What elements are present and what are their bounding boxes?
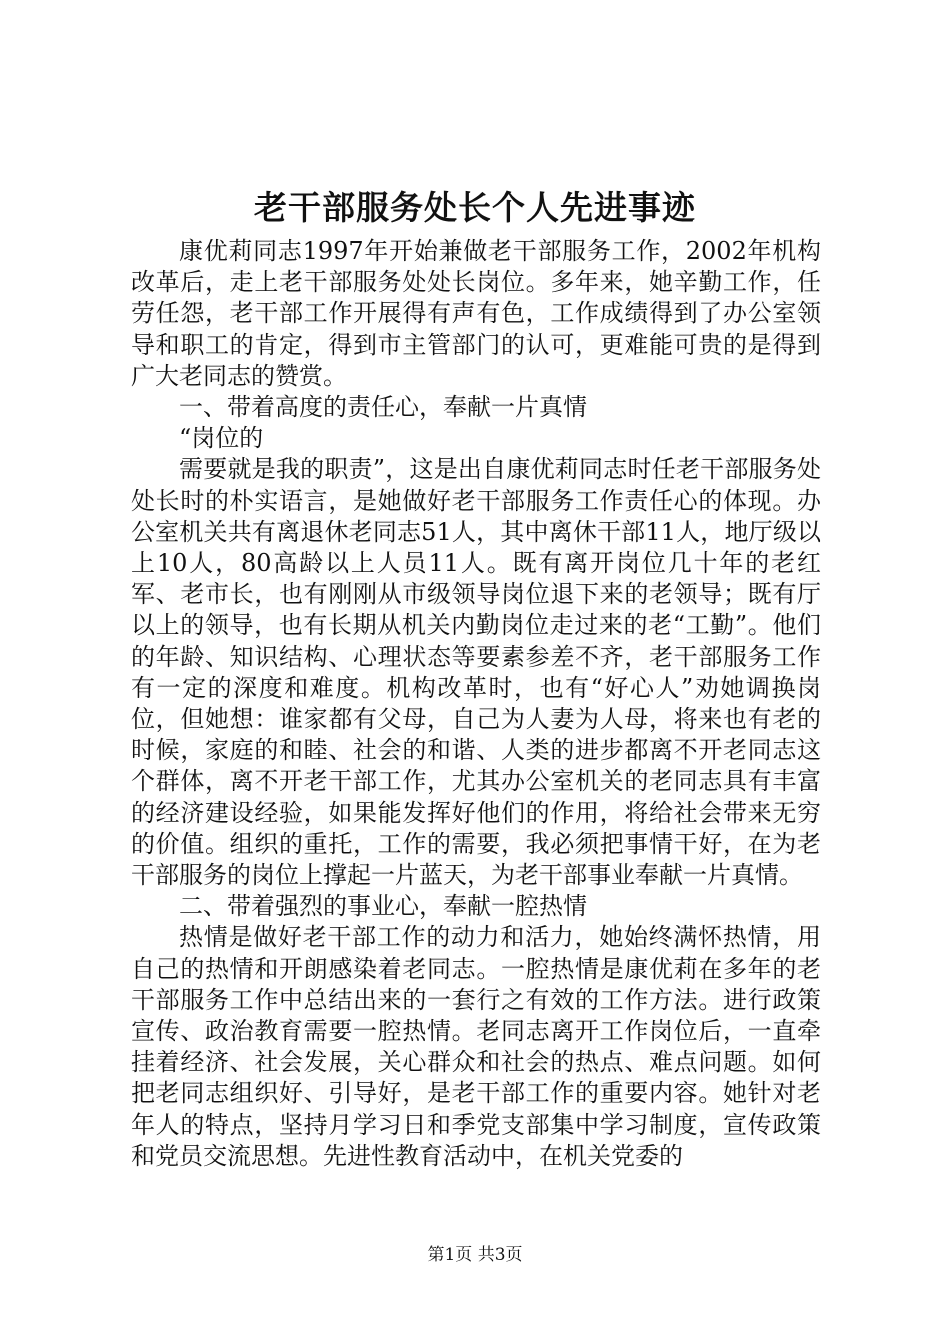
paragraph-responsibility: 需要就是我的职责”，这是出自康优莉同志时任老干部服务处处长时的朴实语言，是她做好老干部服务工作责任心的体现。办公室机关共有离退休老同志51人，其中离休干部11人，地厅级以上10人，80高龄以上人员11人。既有离开岗位几十年的老红军、老市长，也有刚刚从市级领导岗位退下来的老领导；既有厅以上的领导，也有长期从机关内勤岗位走过来的老“工勤”。他们的年龄、知识结构、心理状态等要素参差不齐，老干部服务工作有一定的深度和难度。机构改革时，也有“好心人”劝她调换岗位，但她想：谁家都有父母，自己为人妻为人母，将来也有老的时候，家庭的和睦、社会的和谐、人类的进步都离不开老同志这个群体，离不开老干部工作，尤其办公室机关的老同志具有丰富的经济建设经验，如果能发挥好他们的作用，将给社会带来无穷的价值。组织的重托，工作的需要，我必须把事情干好，在为老干部服务的岗位上撑起一片蓝天，为老干部事业奉献一片真情。 [131,455,821,890]
paragraph-enthusiasm: 热情是做好老干部工作的动力和活力，她始终满怀热情，用自己的热情和开朗感染着老同志。一腔热情是康优莉在多年的老干部服务工作中总结出来的一套行之有效的工作方法。进行政策宣传、政治教育需要一腔热情。老同志离开工作岗位后，一直牵挂着经济、社会发展，关心群众和社会的热点、难点问题。如何把老同志组织好、引导好，是老干部工作的重要内容。她针对老年人的特点，坚持月学习日和季党支部集中学习制度，宣传政策和党员交流思想。先进性教育活动中，在机关党委的 [131,923,821,1170]
page-number-footer: 第1页 共3页 [427,1245,523,1265]
paragraph-intro: 康优莉同志1997年开始兼做老干部服务工作，2002年机构改革后，走上老干部服务处处长岗位。多年来，她辛勤工作，任劳任怨，老干部工作开展得有声有色，工作成绩得到了办公室领导和职工的肯定，得到市主管部门的认可，更难能可贵的是得到广大老同志的赞赏。 [131,237,821,390]
paragraph-quote-start: “岗位的 [179,424,264,453]
document-body [131,236,821,1172]
section-heading-2: 二、带着强烈的事业心，奉献一腔热情 [179,892,587,921]
section-heading-1: 一、带着高度的责任心，奉献一片真情 [179,393,587,422]
document-title: 老干部服务处长个人先进事迹 [254,188,696,227]
